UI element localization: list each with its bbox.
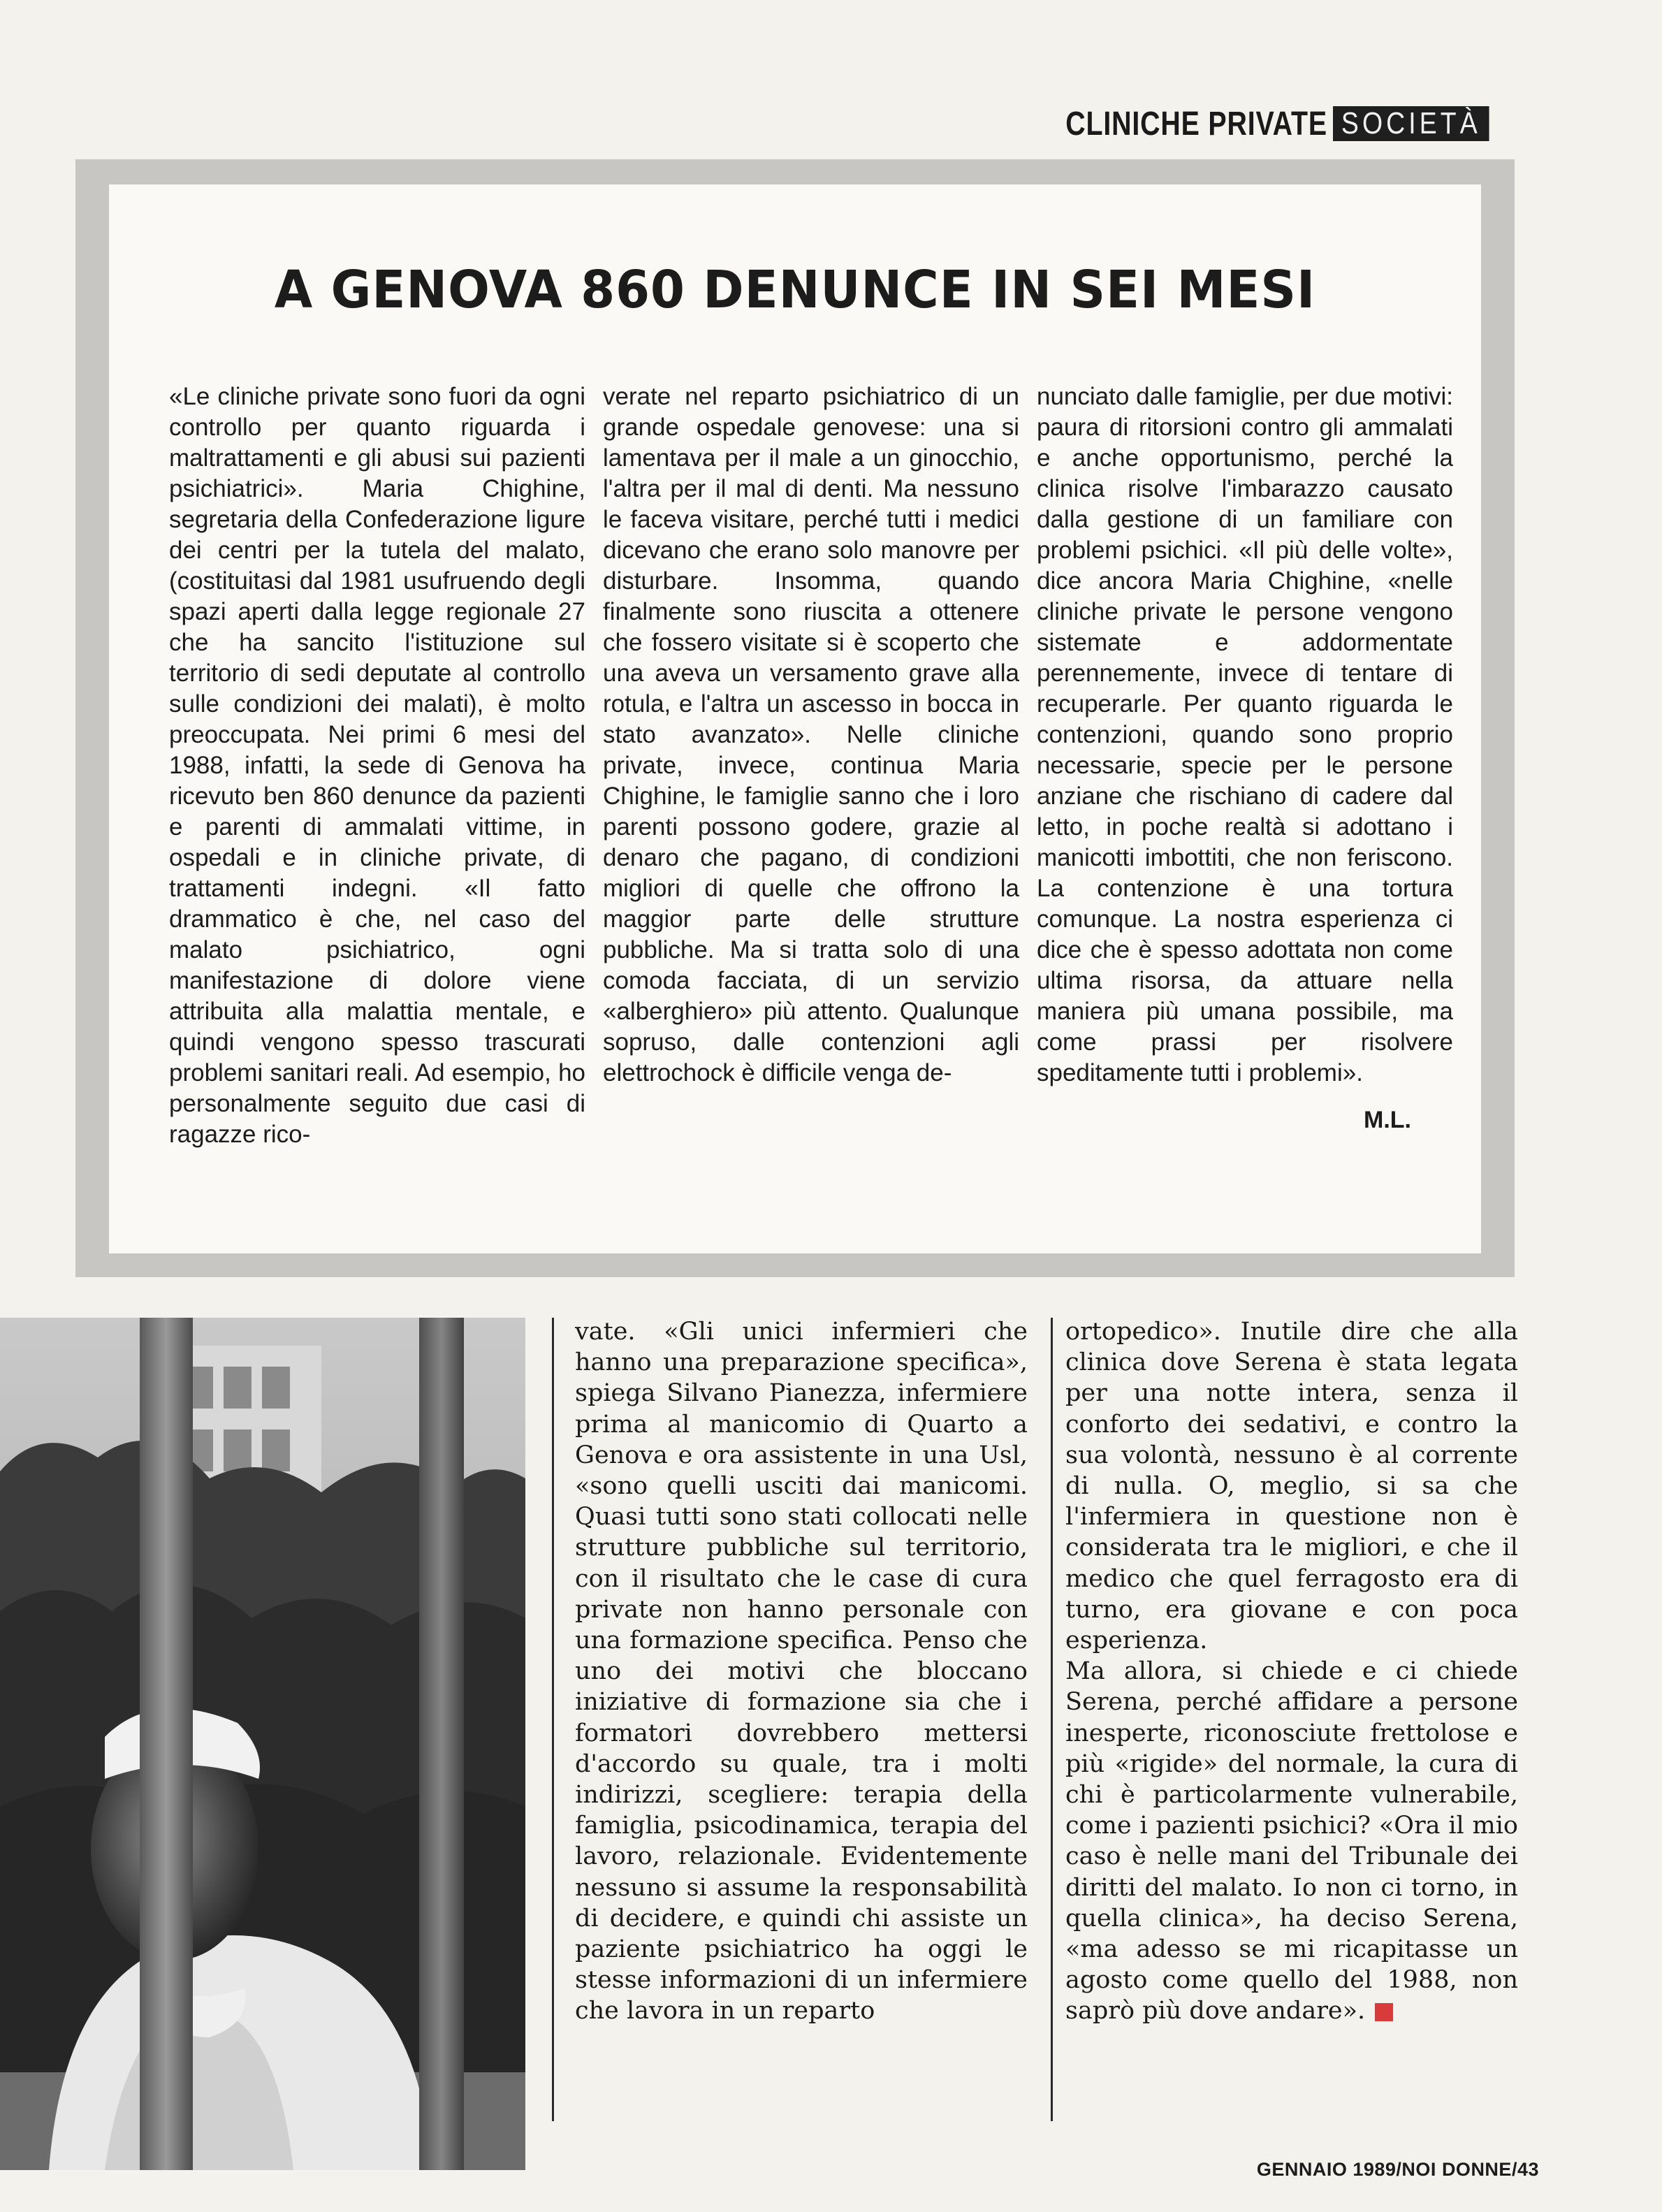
box-column-3: nunciato dalle famiglie, per due motivi: paura di ritorsioni contro gli ammalati e anche opportunismo, perché la clinica risolve l'imbarazzo causato dalla gestione di un familiare con problemi psichici. «Il più delle volte», dice ancora Maria Chighine, «nelle cliniche private le persone vengono sistemate e addormentate perennemente, invece di tentare di recuperarle. Per quanto riguarda le contenzioni, quando sono proprio necessarie, specie per le persone anziane che rischiano di cadere dal letto, in poche realtà si adottano i manicotti imbottiti, che non feriscono. La contenzione è una tortura comunque. La nostra esperienza ci dice che è spesso adottata non come ultima risorsa, da attuare nella maniera più umana possibile, ma come prassi per risolvere speditamente tutti i problemi». — [1037, 383, 1453, 1086]
box-column-2: verate nel reparto psichiatrico di un grande ospedale genovese: una si lamentava per il male a un ginocchio, l'altra per il mal di denti. Ma nessuno le faceva visitare, perché tutti i medici dicevano che erano solo manovre per disturbare. Insomma, quando finalmente sono riuscita a ottenere che fossero visitate si è scoperto che una aveva un versamento grave alla rotula, e l'altra un ascesso in bocca in stato avanzato». Nelle cliniche private, invece, continua Maria Chighine, le famiglie sanno che i loro parenti possono godere, grazie al denaro che pagano, di condizioni migliori di quelle che offrono la maggior parte delle strutture pubbliche. Ma si tratta solo di una comoda facciata, di un servizio «alberghiero» più attento. Qualunque sopruso, dalle contenzioni agli elettrochock è difficile venga de- — [603, 383, 1019, 1086]
article-column-2 — [1065, 1316, 1518, 2027]
end-mark-icon — [1375, 2003, 1393, 2021]
box-title: A GENOVA 860 DENUNCE IN SEI MESI — [274, 260, 1316, 320]
sidebar-box-inner — [109, 184, 1481, 1253]
article-paragraph-2-text: Ma allora, si chiede e ci chiede Serena, perché affidare a persone inesperte, riconosciute frettolose e più «rigide» del normale, la cura di chi è particolarmente vulnerabile, come i pazienti psichici? «Ora il mio caso è nelle mani del Tribunale dei diritti del malato. Io non ci torno, in quella clinica», ha deciso Serena, «ma adesso se mi ricapitasse un agosto come quello del 1988, non saprò più dove andare». — [1065, 1657, 1518, 2025]
sidebar-box — [75, 159, 1515, 1277]
article-columns — [575, 1316, 1518, 2027]
section-header — [1008, 105, 1517, 143]
topic-label: CLINICHE PRIVATE — [1065, 105, 1327, 143]
nurse-photo — [0, 1318, 525, 2170]
page-number: 43 — [1517, 2159, 1539, 2180]
column-rule-left — [552, 1318, 554, 2121]
article-paragraph-1: ortopedico». Inutile dire che alla clinica dove Serena è stata legata per una notte intera, senza il conforto dei sedativi, e contro la sua volontà, nessuno è al corrente di nulla. O, meglio, si sa che l'infermiera in questione non è considerata tra le migliori, e che il medico che quel ferragosto era di turno, era giovane e con poca esperienza. — [1065, 1318, 1518, 1655]
article-column-1: vate. «Gli unici infermieri che hanno una preparazione specifica», spiega Silvano Pianezza, infermiere prima al manicomio di Quarto a Genova e ora assistente in una Usl, «sono quelli usciti dai manicomi. Quasi tutti sono stati collocati nelle strutture pubbliche sul territorio, con il risultato che le case di cura private non hanno personale con una formazione specifica. Penso che uno dei motivi che bloccano iniziative di formazione sia che i formatori dovrebbero mettersi d'accordo su quale, tra i molti indirizzi, scegliere: terapia della famiglia, psicodinamica, terapia del lavoro, relazionale. Evidentemente nessuno si assume la responsabilità di decidere, e quindi chi assiste un paziente psichiatrico ha oggi le stesse informazioni di un infermiere che lavora in un reparto — [575, 1318, 1028, 2025]
article-paragraph-2 — [1065, 1656, 1518, 2026]
issue-label: GENNAIO 1989/NOI DONNE/ — [1256, 2159, 1517, 2180]
section-label: SOCIETÀ — [1333, 106, 1489, 141]
box-column-1: «Le cliniche private sono fuori da ogni controllo per quanto riguarda i maltrattamenti e gli abusi sui pazienti psichiatrici». Maria Chighine, segretaria della Confederazione ligure dei centri per la tutela del malato, (costituitasi dal 1981 usufruendo degli spazi aperti dalla legge regionale 27 che ha sancito l'istituzione sul territorio di sedi deputate al controllo sulle condizioni dei malati), è molto preoccupata. Nei primi 6 mesi del 1988, infatti, la sede di Genova ha ricevuto ben 860 denunce da pazienti e parenti di ammalati vittime, in ospedali e in cliniche private, di trattamenti indegni. «Il fatto drammatico è che, nel caso del malato psichiatrico, ogni manifestazione di dolore viene attribuita alla malattia mentale, e quindi vengono spesso trascurati problemi sanitari reali. Ad esempio, ho personalmente seguito due casi di ragazze rico- — [169, 383, 585, 1148]
box-signature: M.L. — [1364, 1107, 1411, 1133]
box-columns — [169, 381, 1453, 1150]
page-footer — [1257, 2159, 1539, 2181]
